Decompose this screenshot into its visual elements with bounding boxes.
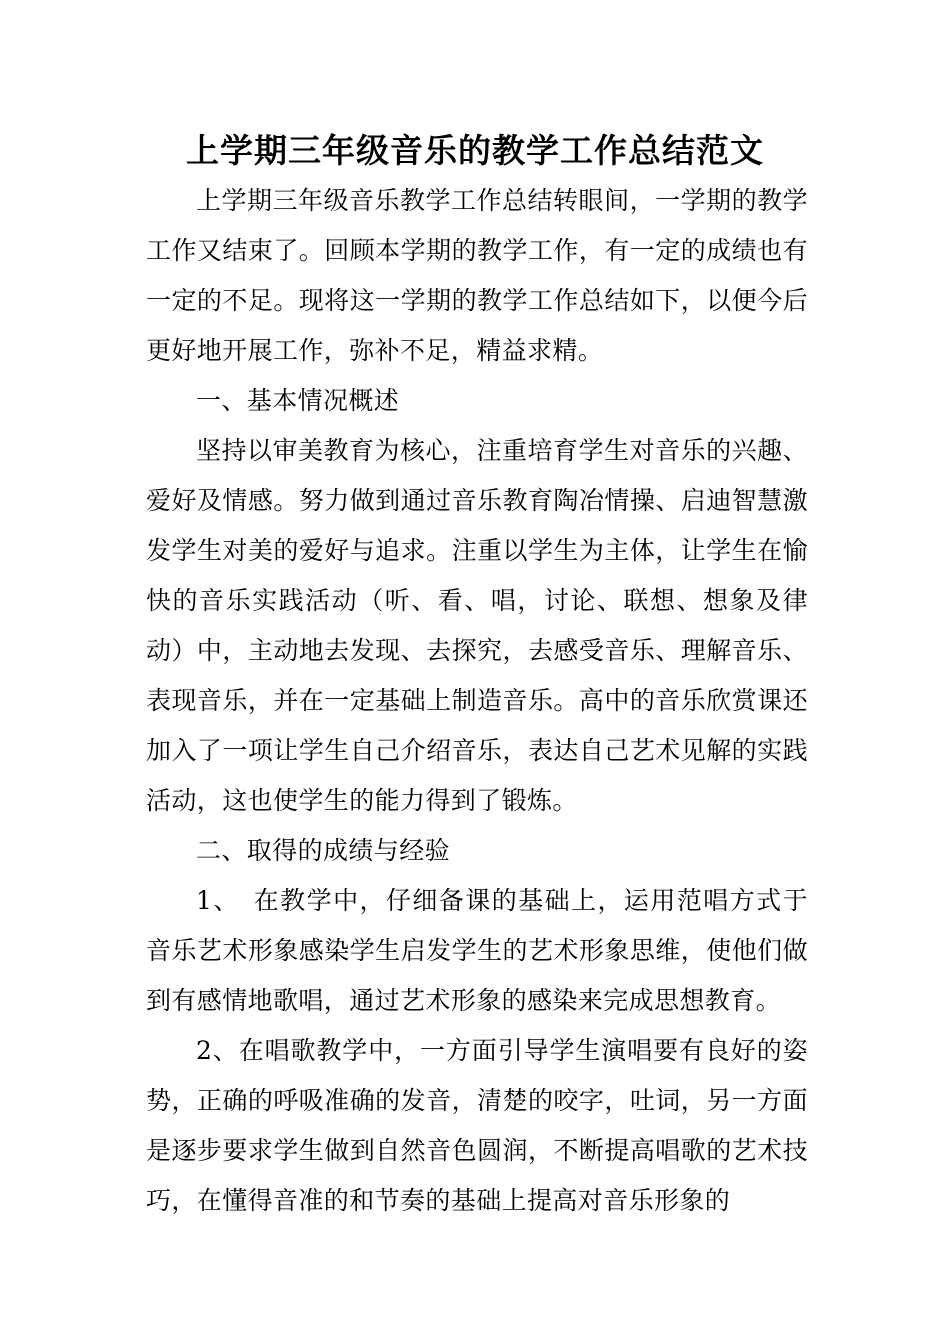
section-heading-achievements: 二、取得的成绩与经验 bbox=[196, 836, 451, 865]
achievement-item-2: 2、在唱歌教学中，一方面引导学生演唱要有良好的姿势，正确的呼吸准确的发音，清楚的咬字，吐词，另一方面是逐步要求学生做到自然音色圆润，不断提高唱歌的艺术技巧，在懂得音准的和节奏的基础上提高对音乐形象的 bbox=[146, 1036, 808, 1215]
document-title: 上学期三年级音乐的教学工作总结范文 bbox=[186, 131, 764, 170]
overview-paragraph: 坚持以审美教育为核心，注重培育学生对音乐的兴趣、爱好及情感。努力做到通过音乐教育陶冶情操、启迪智慧激发学生对美的爱好与追求。注重以学生为主体，让学生在愉快的音乐实践活动（听、看、唱，讨论、联想、想象及律动）中，主动地去发现、去探究，去感受音乐、理解音乐、表现音乐，并在一定基础上制造音乐。高中的音乐欣赏课还加入了一项让学生自己介绍音乐，表达自己艺术见解的实践活动，这也使学生的能力得到了锻炼。 bbox=[146, 436, 808, 815]
intro-paragraph: 上学期三年级音乐教学工作总结转眼间，一学期的教学工作又结束了。回顾本学期的教学工作，有一定的成绩也有一定的不足。现将这一学期的教学工作总结如下，以便今后更好地开展工作，弥补不足，精益求精。 bbox=[146, 186, 808, 365]
document-body bbox=[146, 176, 808, 1226]
section-heading-overview: 一、基本情况概述 bbox=[196, 386, 400, 415]
achievement-item-1: 1、 在教学中，仔细备课的基础上，运用范唱方式于音乐艺术形象感染学生启发学生的艺术形象思维，使他们做到有感情地歌唱，通过艺术形象的感染来完成思想教育。 bbox=[146, 886, 808, 1015]
